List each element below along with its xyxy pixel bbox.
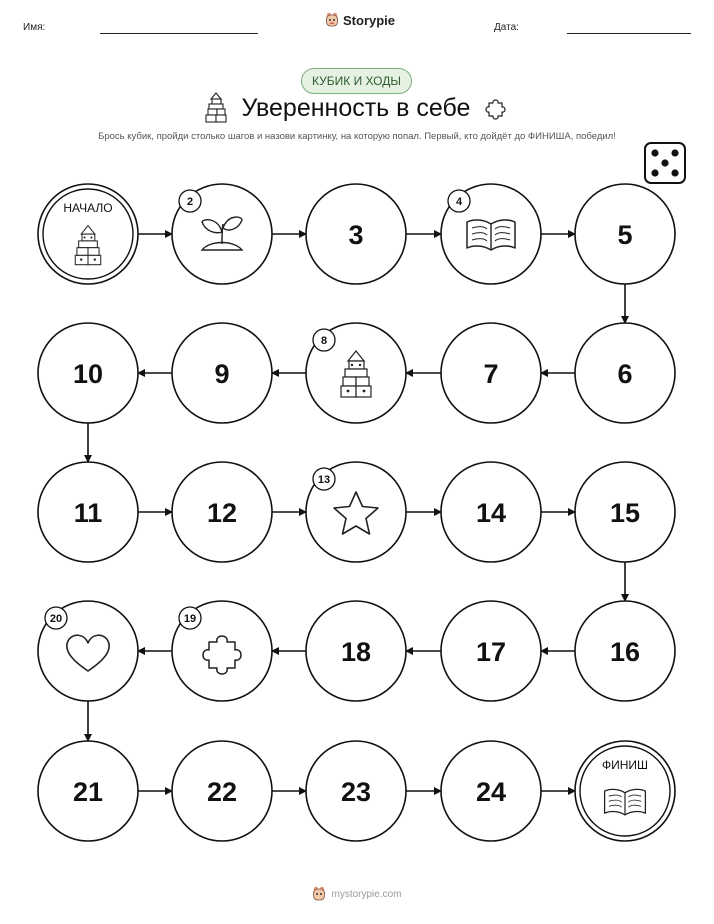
cell-circle <box>575 741 675 841</box>
finish-label: ФИНИШ <box>601 758 649 772</box>
cell-number: 6 <box>617 359 633 389</box>
cell-number: 23 <box>340 777 372 807</box>
board-cell-6 <box>575 323 675 423</box>
board-cell-9 <box>172 323 272 423</box>
date-label: Дата: <box>494 22 519 33</box>
instructions: Брось кубик, пройди столько шагов и назови картинку, на которую попал. Первый, кто дойдёт до ФИНИША, победил! <box>98 131 616 142</box>
board-cells <box>38 184 675 841</box>
board-cell-2 <box>172 184 272 284</box>
board-cell-16 <box>575 601 675 701</box>
board-cell-25 <box>575 741 675 841</box>
brand-name: Storypie <box>343 12 396 28</box>
open-book-icon <box>467 220 515 250</box>
cell-number: 17 <box>475 637 507 667</box>
cell-number: 16 <box>609 637 641 667</box>
cell-number: 20 <box>49 613 63 625</box>
cell-number: 5 <box>617 220 633 250</box>
board-cell-7 <box>441 323 541 423</box>
cell-number: 4 <box>455 196 463 208</box>
board-cell-22 <box>172 741 272 841</box>
cell-number: 22 <box>206 777 238 807</box>
board-cell-8 <box>306 323 406 423</box>
board-cell-18 <box>306 601 406 701</box>
board-cell-20 <box>38 601 138 701</box>
board-cell-15 <box>575 462 675 562</box>
cell-number: 13 <box>317 474 331 486</box>
cell-number: 10 <box>72 359 104 389</box>
cell-number: 2 <box>186 196 194 208</box>
cell-number: 14 <box>475 498 507 528</box>
name-label: Имя: <box>23 22 46 33</box>
board-cell-12 <box>172 462 272 562</box>
cell-number: 3 <box>348 220 364 250</box>
board-cell-13 <box>306 462 406 562</box>
game-type-tag: КУБИК И ХОДЫ <box>301 68 412 94</box>
board-cell-3 <box>306 184 406 284</box>
board-cell-23 <box>306 741 406 841</box>
cell-number: 21 <box>72 777 104 807</box>
cell-number: 12 <box>206 498 238 528</box>
footer <box>0 886 714 902</box>
cell-number: 18 <box>340 637 372 667</box>
page-title: Уверенность в себе <box>241 93 471 122</box>
cell-number: 9 <box>214 359 230 389</box>
cell-number: 19 <box>183 613 197 625</box>
storypie-logo-icon <box>312 886 326 902</box>
cell-number: 24 <box>475 777 507 807</box>
board-cell-19 <box>172 601 272 701</box>
board-cell-14 <box>441 462 541 562</box>
start-label: НАЧАЛО <box>63 201 113 215</box>
puzzle-piece-icon <box>203 636 241 674</box>
board-cell-17 <box>441 601 541 701</box>
board-cell-11 <box>38 462 138 562</box>
cell-number: 15 <box>609 498 641 528</box>
board-cell-1 <box>38 184 138 284</box>
cell-number: 11 <box>73 498 103 528</box>
cell-number: 8 <box>320 335 328 347</box>
board-cell-10 <box>38 323 138 423</box>
board-cell-24 <box>441 741 541 841</box>
board-cell-5 <box>575 184 675 284</box>
cell-number: 7 <box>483 359 499 389</box>
board-cell-4 <box>441 184 541 284</box>
board-cell-21 <box>38 741 138 841</box>
open-book-icon <box>605 789 646 815</box>
footer-site: mystorypie.com <box>331 888 402 900</box>
